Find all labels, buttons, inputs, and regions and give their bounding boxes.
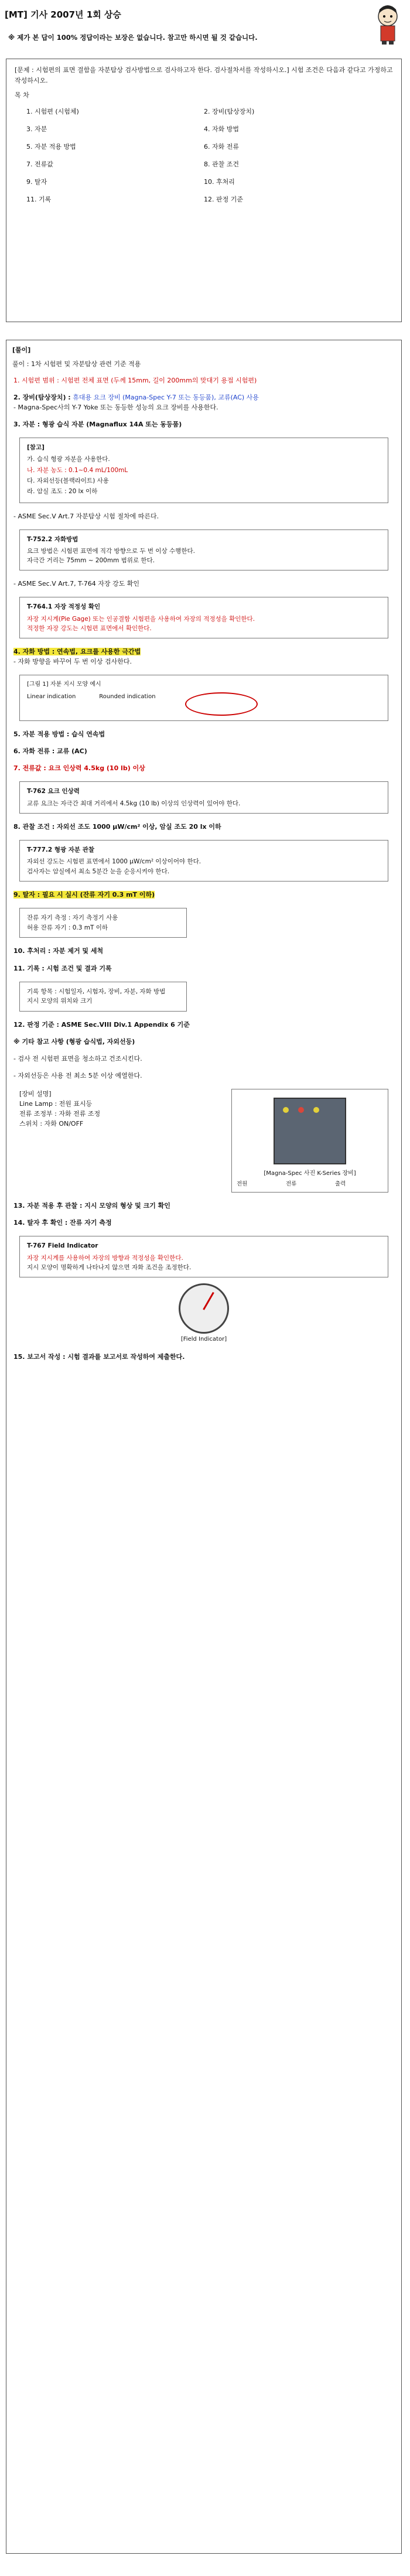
machine-caption: [Magna-Spec 사진 K-Series 장비] <box>264 1170 356 1177</box>
document-title: [MT] 기사 2007년 1회 상승 <box>5 9 121 20</box>
paragraph-2 <box>6 389 401 416</box>
answer-box <box>6 340 402 2554</box>
paragraph-12-text: 10. 후처리 : 자분 제거 및 세척 <box>13 947 104 955</box>
inset-5-title: T-777.2 형광 자분 관찰 <box>27 846 95 854</box>
field-indicator-caption: [Field Indicator] <box>180 1336 227 1343</box>
machine-label: 전류 <box>286 1181 297 1188</box>
paragraph-5: - ASME Sec.V Art.7, T-764 자장 강도 확인 <box>13 580 139 588</box>
machine-label: 출력 <box>335 1181 346 1188</box>
paragraph-10 <box>6 818 401 835</box>
indication-item: Rounded indication <box>99 693 156 701</box>
inset-1-item: 다. 자외선등(블랙라이트) 사용 <box>27 477 109 484</box>
section-subtitle: 풀이 : 1차 시험편 및 자분탐상 관련 기준 적용 <box>12 360 141 368</box>
paragraph-13-text: 11. 기록 : 시험 조건 및 결과 기록 <box>13 964 112 972</box>
paragraph-18 <box>6 1197 401 1214</box>
record-inset <box>19 982 187 1012</box>
paragraph-3-text: 3. 자분 : 형광 습식 자분 (Magnaflux 14A 또는 동등품) <box>13 421 182 429</box>
machine-text <box>19 1089 221 1193</box>
paragraph-9 <box>6 760 401 777</box>
inset-4-line: 교류 요크는 자극간 최대 거리에서 4.5kg (10 lb) 이상의 인상력이 있어야 한다. <box>27 800 241 807</box>
machine-labels <box>237 1179 383 1187</box>
inset-2-line: 요크 방법은 시험편 표면에 직각 방향으로 두 번 이상 수행한다. <box>27 547 195 555</box>
paragraph-9-text: 7. 전류값 : 요크 인상력 4.5kg (10 lb) 이상 <box>13 764 145 773</box>
paragraph-6 <box>6 643 401 670</box>
machine-label: 전원 <box>237 1181 248 1188</box>
intro-box <box>6 59 402 322</box>
paragraph-20 <box>6 1348 401 1365</box>
paragraph-17: - 자외선등은 사용 전 최소 5분 이상 예열한다. <box>13 1072 142 1080</box>
paragraph-8-text: 6. 자화 전류 : 교류 (AC) <box>13 747 87 756</box>
inset-1-item: 라. 암실 조도 : 20 lx 이하 <box>27 488 98 496</box>
inset-2-line: 자극간 거리는 75mm ~ 200mm 범위로 한다. <box>27 557 155 565</box>
field-indicator-figure <box>163 1283 245 1342</box>
paragraph-16: - 검사 전 시험편 표면을 청소하고 건조시킨다. <box>13 1055 142 1063</box>
notice-text: ※ 제가 본 답이 100% 정답이라는 보장은 없습니다. 참고만 하시면 될 것 같습니다. <box>8 33 258 42</box>
toc-item: 3. 자분 <box>26 125 47 134</box>
paragraph-2-text: 휴대용 요크 장비 (Magna-Spec Y-7 또는 동등품), 교류(AC) 사용 <box>73 394 259 402</box>
paragraph-4: - ASME Sec.V Art.7 자분탐상 시험 절차에 따른다. <box>13 512 159 520</box>
toc-item: 7. 전류값 <box>26 160 53 169</box>
machine-line: Line Lamp : 전원 표시등 <box>19 1100 93 1108</box>
toc-heading: 목 차 <box>15 91 29 100</box>
inset-1-item: 가. 습식 형광 자분을 사용한다. <box>27 456 110 463</box>
inset-notes-4 <box>19 781 388 814</box>
toc-list <box>6 102 401 210</box>
inset-notes-2 <box>19 529 388 571</box>
paragraph-15-text: ※ 기타 참고 사항 (형광 습식법, 자외선등) <box>13 1038 135 1046</box>
paragraph-19 <box>6 1214 401 1231</box>
lamp-icon <box>298 1107 304 1113</box>
inset-3-line: 자장 지시계(Pie Gage) 또는 인공결함 시험편을 사용하여 자장의 적정성을 확인한다. <box>27 615 255 623</box>
record-inset-line: 기록 항목 : 시험일자, 시험자, 장비, 자분, 자화 방법 <box>27 988 166 995</box>
paragraph-2-label: 2. 장비(탐상장치) : <box>13 394 71 402</box>
paragraph-8 <box>6 743 401 760</box>
inset-4-title: T-762 요크 인상력 <box>27 788 80 795</box>
toc-item: 10. 후처리 <box>204 178 235 186</box>
section-title: [풀이] <box>12 346 31 354</box>
paragraph-6-text: 4. 자화 방법 : 연속법, 요크를 사용한 극간법 <box>13 648 141 656</box>
machine-title: [장비 설명] <box>19 1090 52 1098</box>
paragraph-18-text: 13. 자분 적용 후 관찰 : 지시 모양의 형상 및 크기 확인 <box>13 1202 170 1210</box>
machine-line: 스위치 : 자화 ON/OFF <box>19 1120 84 1128</box>
toc-item: 8. 관찰 조건 <box>204 160 239 169</box>
paragraph-3 <box>6 416 401 433</box>
inset-notes-7 <box>19 1236 388 1277</box>
small-inset <box>19 908 187 938</box>
machine-photo <box>274 1098 346 1164</box>
inset-notes-3 <box>19 597 388 638</box>
inset-1-item: 나. 자분 농도 : 0.1~0.4 mL/100mL <box>27 466 128 474</box>
inset-7-line: 지시 모양이 명확하게 나타나지 않으면 자화 조건을 조정한다. <box>27 1263 192 1271</box>
paragraph-10-text: 8. 관찰 조건 : 자외선 조도 1000 μW/cm² 이상, 암실 조도 20 lx 이하 <box>13 822 221 831</box>
paragraph-1-text: 1. 시험편 범위 : 시험편 전체 표면 (두께 15mm, 길이 200mm의 맞대기 용접 시험편) <box>13 377 257 384</box>
highlight-circle-icon <box>185 692 258 716</box>
toc-item: 9. 탈자 <box>26 178 47 186</box>
cartoon-logo <box>373 4 403 46</box>
toc-item: 2. 장비(탐상장치) <box>204 108 255 116</box>
paragraph-14-text: 12. 판정 기준 : ASME Sec.VIII Div.1 Appendix 6 기준 <box>13 1021 190 1029</box>
intro-text: [문제 : 시험편의 표면 결함을 자분탐상 검사방법으로 검사하고자 한다. 검사절차서를 작성하시오.] 시험 조건은 다음과 같다고 가정하고 작성하시오. <box>15 66 393 84</box>
small-inset-line: 허용 잔류 자기 : 0.3 mT 이하 <box>27 924 108 931</box>
inset-1-title: [참고] <box>27 444 45 452</box>
machine-figure <box>231 1089 388 1193</box>
inset-7-title: T-767 Field Indicator <box>27 1242 98 1250</box>
paragraph-7 <box>6 726 401 743</box>
paragraph-6b-text: - 자화 방향을 바꾸어 두 번 이상 검사한다. <box>13 658 132 666</box>
indication-figure-caption: [그림 1] 자분 지시 모양 예시 <box>27 681 101 688</box>
inset-notes-5 <box>19 840 388 882</box>
toc-item: 1. 시험편 (시험체) <box>26 108 79 116</box>
paragraph-13 <box>6 960 401 977</box>
toc-item: 12. 판정 기준 <box>204 196 243 204</box>
inset-5-line: 검사자는 암실에서 최소 5분간 눈을 순응시켜야 한다. <box>27 867 170 875</box>
toc-item: 5. 자분 적용 방법 <box>26 143 76 151</box>
inset-7-line: 자장 지시계를 사용하여 자장의 방향과 적정성을 확인한다. <box>27 1254 183 1262</box>
inset-3-title: T-764.1 자장 적정성 확인 <box>27 603 101 611</box>
small-inset-line: 잔류 자기 측정 : 자기 측정기 사용 <box>27 914 118 921</box>
toc-item: 4. 자화 방법 <box>204 125 239 134</box>
paragraph-11 <box>6 886 401 903</box>
inset-notes-1 <box>19 438 388 503</box>
paragraph-19-text: 14. 탈자 후 확인 : 잔류 자기 측정 <box>13 1219 112 1227</box>
inset-2-title: T-752.2 자화방법 <box>27 535 78 543</box>
record-inset-line: 지시 모양의 위치와 크기 <box>27 997 93 1005</box>
machine-line: 전류 조정부 : 자화 전류 조정 <box>19 1110 101 1118</box>
paragraph-15 <box>6 1033 401 1050</box>
paragraph-14 <box>6 1016 401 1033</box>
paragraph-2b-text: - Magna-Spec사의 Y-7 Yoke 또는 동등한 성능의 요크 장비를 사용한다. <box>13 404 218 412</box>
machine-section <box>6 1084 401 1197</box>
gauge-icon <box>179 1283 229 1334</box>
lamp-icon <box>313 1107 319 1113</box>
indication-figure <box>19 675 388 721</box>
paragraph-1 <box>6 372 401 389</box>
indication-figure-items <box>27 692 381 716</box>
toc-item: 11. 기록 <box>26 196 52 204</box>
toc-item: 6. 자화 전류 <box>204 143 239 151</box>
inset-3-line: 적정한 자장 강도는 시험편 표면에서 확인한다. <box>27 624 152 632</box>
inset-5-line: 자외선 강도는 시험편 표면에서 1000 μW/cm² 이상이어야 한다. <box>27 858 201 866</box>
paragraph-20-text: 15. 보고서 작성 : 시험 결과를 보고서로 작성하여 제출한다. <box>13 1353 185 1361</box>
indication-item: Linear indication <box>27 693 76 701</box>
paragraph-12 <box>6 942 401 959</box>
lamp-icon <box>283 1107 289 1113</box>
paragraph-7-text: 5. 자분 적용 방법 : 습식 연속법 <box>13 730 105 739</box>
paragraph-11-text: 9. 탈자 : 필요 시 실시 (잔류 자기 0.3 mT 이하) <box>13 890 155 898</box>
